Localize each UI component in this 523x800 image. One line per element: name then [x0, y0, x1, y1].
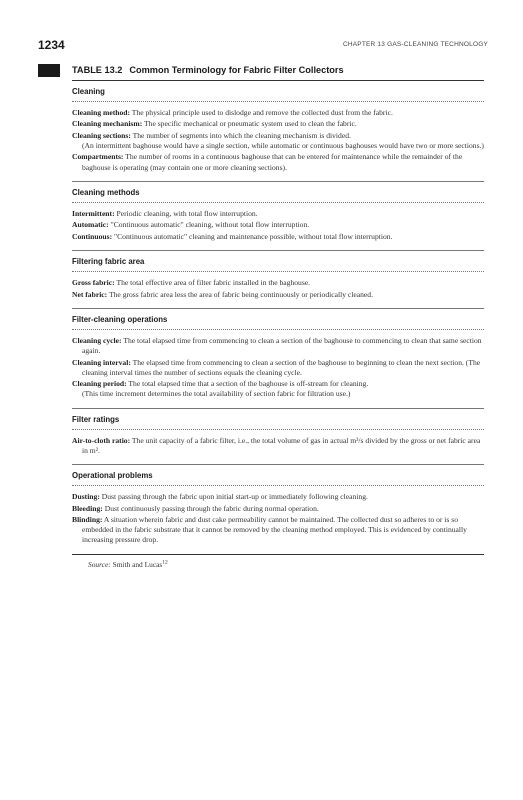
running-head: CHAPTER 13 GAS-CLEANING TECHNOLOGY [342, 41, 488, 48]
term-label: Cleaning interval: [72, 357, 131, 367]
term-entry [72, 119, 484, 129]
term-label: Cleaning mechanism: [72, 119, 143, 129]
section-heading: Filtering fabric area [72, 257, 145, 267]
source-text: Smith and Lucas [112, 559, 163, 569]
term-label: Cleaning period: [72, 379, 127, 389]
section-heading: Operational problems [72, 471, 153, 481]
source-reference: 12 [162, 559, 168, 566]
term-definition: The gross fabric area less the area of fabric being continuously or periodically cleaned. [108, 289, 373, 299]
term-definition: The unit capacity of a fabric filter, i.e., the total volume of gas in actual m³/s divided by the gross or net fabric area in m². [82, 435, 481, 455]
page-header [38, 38, 488, 52]
term-definition: The physical principle used to dislodge and remove the collected dust from the fabric. [131, 108, 393, 117]
term-entry [72, 290, 484, 300]
source-label: Source: [88, 559, 111, 569]
section-entries [72, 486, 484, 554]
term-entry [72, 131, 484, 151]
term-definition: "Continuous automatic" cleaning, without total flow interruption. [110, 220, 310, 230]
term-definition: Dust passing through the fabric upon initial start-up or immediately following cleaning. [101, 492, 368, 502]
page-number: 1234 [38, 38, 65, 52]
term-label: Continuous: [72, 231, 113, 241]
table-caption [72, 65, 344, 75]
term-definition: The elapsed time from commencing to clean a section of the baghouse to beginning to clean the next section. (The cleaning interval times the number of sections equals the cleaning cycle. [82, 357, 481, 377]
term-entry [72, 504, 484, 514]
table-number: TABLE 13.2 [72, 65, 123, 75]
term-label: Air-to-cloth ratio: [72, 435, 131, 445]
term-label: Automatic: [72, 220, 109, 230]
table-marker-bar [38, 64, 60, 77]
section-heading: Cleaning [72, 87, 105, 96]
section-entries [72, 102, 484, 181]
section-heading: Filter ratings [72, 414, 120, 424]
term-definition: The specific mechanical or pneumatic system used to clean the fabric. [144, 119, 357, 129]
term-definition: The total elapsed time from commencing to clean a section of the baghouse to commencing to clean that same section again. [82, 335, 482, 356]
term-label: Blinding: [72, 515, 103, 525]
term-note: (This time increment determines the total availability of section fabric for filtration use.) [82, 389, 351, 399]
term-entry [72, 336, 484, 356]
term-definition: Dust continuously passing through the fabric during normal operation. [104, 503, 319, 513]
table-source [72, 555, 484, 569]
term-entry [72, 278, 484, 288]
terminology-table [72, 80, 484, 569]
term-label: Cleaning cycle: [72, 335, 122, 345]
table-title: Common Terminology for Fabric Filter Collectors [129, 65, 344, 75]
section-entries [72, 330, 484, 408]
term-entry [72, 379, 484, 399]
term-entry [72, 220, 484, 230]
term-definition: The total effective area of filter fabric installed in the baghouse. [116, 278, 311, 288]
term-label: Gross fabric: [72, 278, 115, 288]
term-note: (An intermittent baghouse would have a single section, while automatic or continuous baghouses would have two or more sections.) [82, 140, 484, 150]
term-entry [72, 152, 484, 172]
term-entry [72, 515, 484, 546]
term-entry [72, 108, 484, 118]
term-label: Cleaning method: [72, 108, 131, 117]
term-entry [72, 436, 484, 456]
term-label: Cleaning sections: [72, 130, 131, 140]
term-definition: A situation wherein fabric and dust cake permeability cannot be maintained. The collected dust so adheres to or is so embedded in the fabric substrate that it cannot be removed by the cleaning method employed. This is evidenced by continually increasing pressure drop. [82, 515, 467, 545]
term-label: Net fabric: [72, 289, 108, 299]
term-definition: The number of segments into which the cleaning mechanism is divided. [132, 130, 351, 140]
section-entries [72, 272, 484, 308]
section-heading: Filter-cleaning operations [72, 314, 168, 324]
term-definition: Periodic cleaning, with total flow interruption. [116, 208, 258, 218]
term-definition: The number of rooms in a continuous baghouse that can be entered for maintenance while the remainder of the baghouse is operating (may contain one or more cleaning sections). [82, 152, 463, 172]
section-entries [72, 203, 484, 250]
term-label: Bleeding: [72, 503, 103, 513]
term-entry [72, 209, 484, 219]
term-label: Dusting: [72, 492, 100, 502]
term-entry [72, 232, 484, 242]
term-definition: "Continuous automatic" cleaning and maintenance possible, without total flow interruption. [114, 231, 393, 241]
term-definition: The total elapsed time that a section of the baghouse is off-stream for cleaning. [128, 379, 369, 389]
term-entry [72, 358, 484, 378]
term-label: Compartments: [72, 152, 124, 162]
term-label: Intermittent: [72, 208, 115, 218]
section-heading: Cleaning methods [72, 187, 140, 197]
term-entry [72, 492, 484, 502]
section-entries [72, 430, 484, 465]
